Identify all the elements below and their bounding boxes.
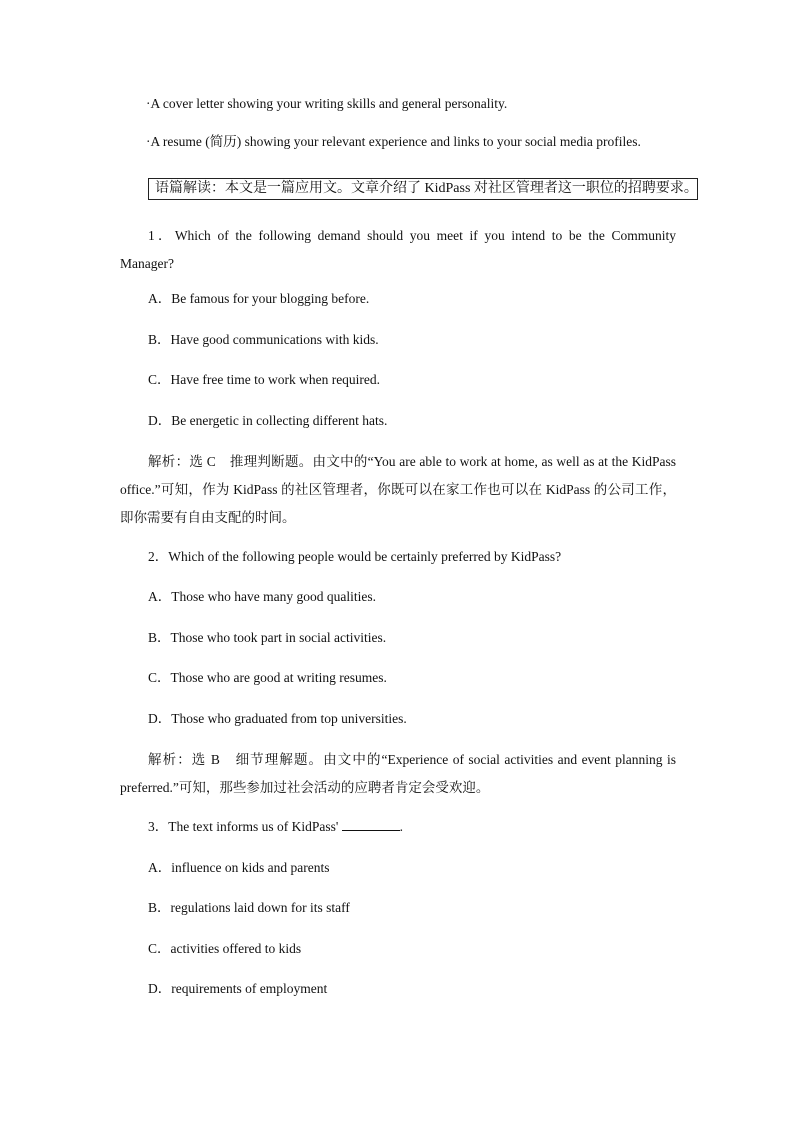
question-3-option-d: D．requirements of employment	[148, 981, 328, 996]
intro-bullet-cover-letter: ·A cover letter showing your writing skills and general personality.	[146, 96, 508, 111]
intro-bullet-resume: ·A resume (简历) showing your relevant experience and links to your social media profiles.	[146, 134, 641, 149]
question-3-option-c: C．activities offered to kids	[148, 941, 302, 956]
question-3-option-b: B．regulations laid down for its staff	[148, 900, 350, 915]
passage-summary-box: 语篇解读：本文是一篇应用文。文章介绍了 KidPass 对社区管理者这一职位的招聘要求。	[148, 178, 698, 200]
question-2-option-d: D．Those who graduated from top universities.	[148, 711, 407, 726]
answer-blank	[342, 818, 400, 831]
question-3-stem-period: .	[399, 819, 404, 834]
question-2-option-a: A．Those who have many good qualities.	[148, 589, 376, 604]
question-1-option-c: C．Have free time to work when required.	[148, 372, 381, 387]
question-2-explanation: 解析：选 B 细节理解题。由文中的“Experience of social activities and event planning is preferred.”可知，那些参加过社会活动的应聘者肯定会受欢迎。	[120, 752, 676, 795]
question-3-option-a: A．influence on kids and parents	[148, 860, 330, 875]
question-3-stem-text: 3．The text informs us of KidPass'	[148, 819, 339, 834]
question-1-explanation: 解析：选 C 推理判断题。由文中的“You are able to work at home, as well as at the KidPass office.”可知，作为 KidPass 的社区管理者，你既可以在家工作也可以在 KidPass 的公司工作，即你需要有自由支配的时间。	[120, 454, 676, 525]
question-1-option-d: D．Be energetic in collecting different hats.	[148, 413, 388, 428]
question-3-stem	[148, 818, 403, 836]
question-2-stem: 2．Which of the following people would be certainly preferred by KidPass?	[148, 549, 562, 564]
question-2-option-b: B．Those who took part in social activities.	[148, 630, 387, 645]
question-2-option-c: C．Those who are good at writing resumes.	[148, 670, 387, 685]
question-1-option-b: B．Have good communications with kids.	[148, 332, 379, 347]
question-1-stem: 1．Which of the following demand should you meet if you intend to be the Community Manager?	[120, 228, 676, 271]
question-1-option-a: A．Be famous for your blogging before.	[148, 291, 370, 306]
